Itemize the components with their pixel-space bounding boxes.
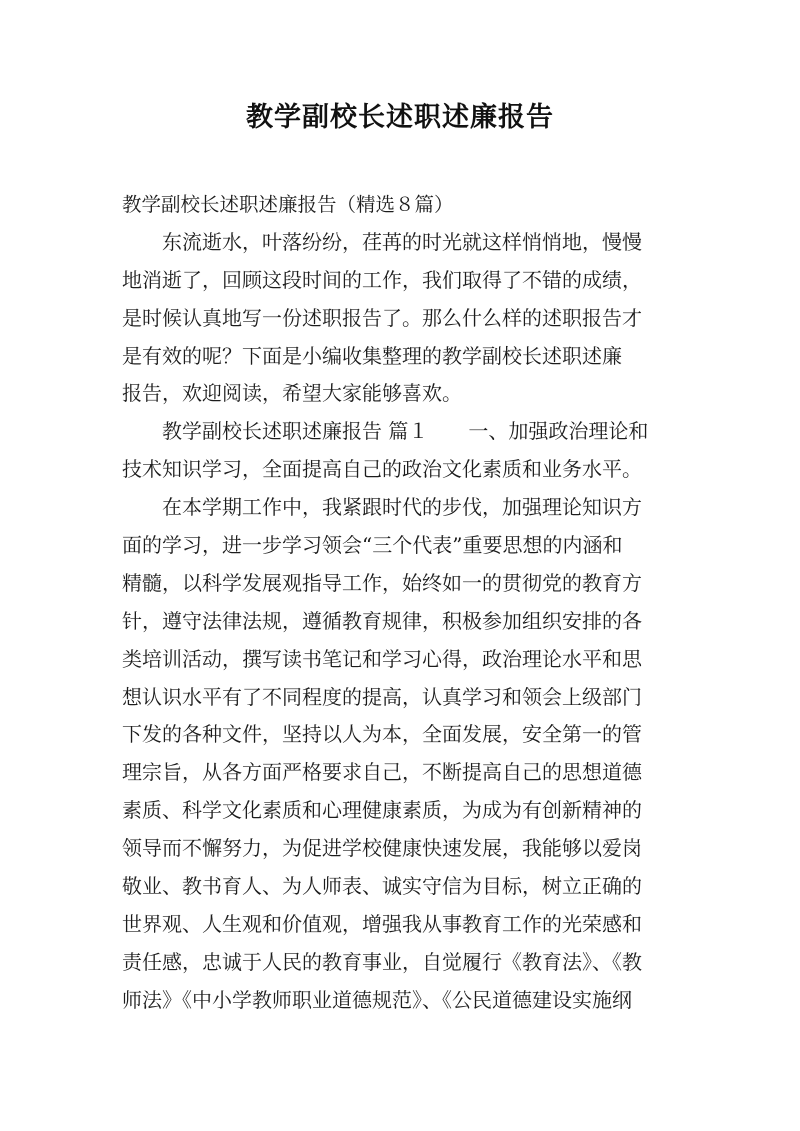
line-text: 教学副校长述职述廉报告 篇１ (162, 419, 429, 444)
line-text: 领导而不懈努力，为促进学校健康快速发展，我能够以爱岗 (122, 836, 642, 861)
line-text: 世界观、人生观和价值观，增强我从事教育工作的光荣感和 (122, 911, 642, 936)
document-subtitle (122, 186, 694, 224)
paragraph-line (122, 792, 694, 830)
line-text: 是时候认真地写一份述职报告了。那么什么样的述职报告才 (122, 305, 642, 330)
paragraph-line (122, 527, 694, 565)
paragraph-line (122, 716, 694, 754)
paragraph-line (122, 262, 694, 300)
line-text: 类培训活动，撰写读书笔记和学习心得，政治理论水平和思 (122, 646, 642, 671)
paragraph-line (122, 868, 694, 906)
line-text: 师法》《中小学教师职业道德规范》、《公民道德建设实施纲 (122, 987, 632, 1012)
line-text: 敬业、教书育人、为人师表、诚实守信为目标，树立正确的 (122, 874, 642, 899)
paragraph-line (122, 603, 694, 641)
line-text: 教学副校长述职述廉报告（精选８篇） (122, 193, 454, 216)
section-heading-text: 一、加强政治理论和 (468, 419, 649, 444)
paragraph-line (122, 944, 694, 982)
line-text: 针，遵守法律法规，遵循教育规律，积极参加组织安排的各 (122, 608, 642, 633)
paragraph-line (122, 754, 694, 792)
paragraph-line (122, 679, 694, 717)
paragraph-line (122, 565, 694, 603)
line-text: 报告，欢迎阅读，希望大家能够喜欢。 (122, 381, 462, 406)
document-body (122, 186, 694, 1020)
line-text: 素质、科学文化素质和心理健康素质，为成为有创新精神的 (122, 798, 642, 823)
paragraph-line (122, 982, 694, 1020)
paragraph-line (122, 451, 694, 489)
paragraph-line (122, 375, 694, 413)
line-text: 东流逝水，叶落纷纷，荏苒的时光就这样悄悄地，慢慢 (162, 229, 642, 254)
line-text: 面的学习，进一步学习领会“三个代表”重要思想的内涵和 (122, 533, 623, 558)
line-text: 地消逝了，回顾这段时间的工作，我们取得了不错的成绩， (122, 267, 642, 292)
line-text: 技术知识学习，全面提高自己的政治文化素质和业务水平。 (122, 457, 642, 482)
paragraph-line (122, 300, 694, 338)
paragraph-line (122, 906, 694, 944)
line-text: 责任感，忠诚于人民的教育事业，自觉履行《教育法》、《教 (122, 949, 642, 974)
line-text: 是有效的呢？下面是小编收集整理的教学副校长述职述廉 (122, 343, 622, 368)
line-text: 想认识水平有了不同程度的提高，认真学习和领会上级部门 (122, 684, 642, 709)
line-text: 在本学期工作中，我紧跟时代的步伐，加强理论知识方 (162, 495, 642, 520)
paragraph-line (122, 338, 694, 376)
line-text: 精髓，以科学发展观指导工作，始终如一的贯彻党的教育方 (122, 570, 642, 595)
line-text: 下发的各种文件，坚持以人为本，全面发展，安全第一的管 (122, 722, 642, 747)
paragraph-line (122, 224, 694, 262)
paragraph-line (122, 489, 694, 527)
document-title: 教学副校长述职述廉报告 (246, 102, 554, 133)
paragraph-line (122, 641, 694, 679)
paragraph-line (122, 830, 694, 868)
paragraph-line (122, 413, 694, 451)
line-text: 理宗旨，从各方面严格要求自己，不断提高自己的思想道德 (122, 760, 642, 785)
